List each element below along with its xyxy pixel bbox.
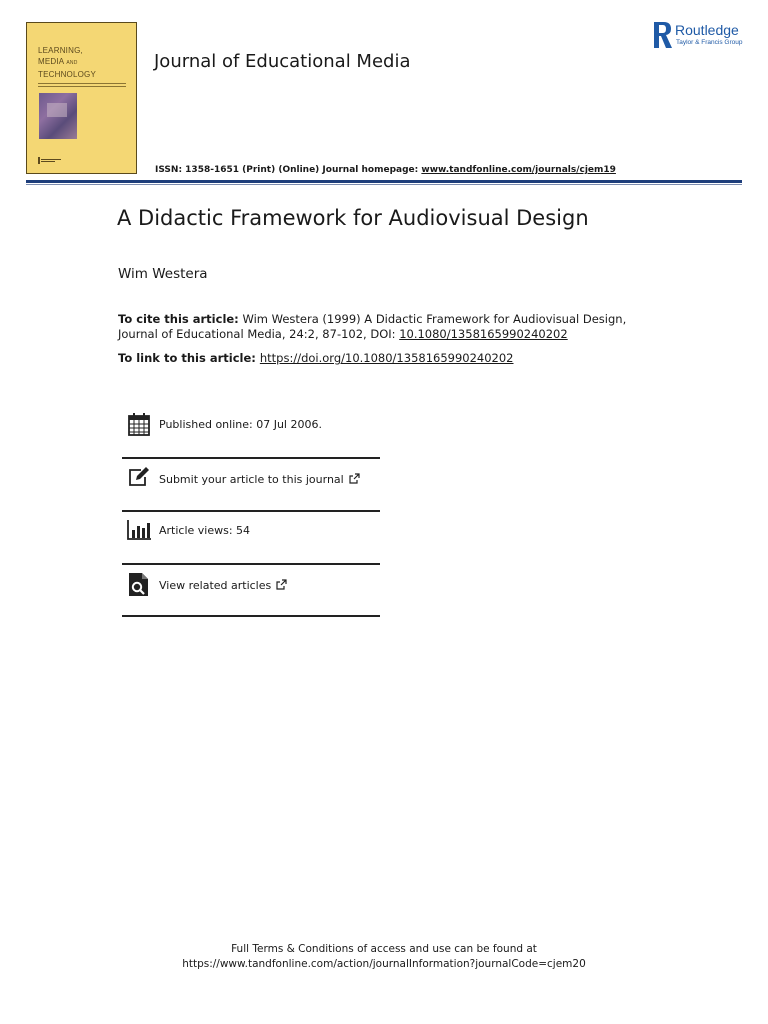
routledge-r-icon — [654, 22, 672, 48]
journal-cover-image — [26, 22, 137, 174]
external-link-icon — [349, 473, 360, 484]
submit-article-link[interactable] — [159, 473, 360, 486]
journal-title: Journal of Educational Media — [154, 51, 411, 72]
article-link-line — [118, 351, 514, 365]
cover-publisher-logo — [38, 157, 62, 165]
footer-terms — [0, 942, 768, 972]
cite-label: To cite this article: — [118, 312, 239, 326]
issn-line — [155, 165, 616, 175]
header-divider-thin — [26, 184, 742, 185]
link-label: To link to this article: — [118, 351, 260, 365]
issn-text: ISSN: 1358-1651 (Print) (Online) Journal homepage: — [155, 165, 422, 175]
cite-text: Wim Westera (1999) A Didactic Framework for Audiovisual Design, Journal of Educational Media, 24:2, 87-102, DOI: — [118, 312, 627, 341]
submit-article-text: Submit your article to this journal — [159, 473, 344, 486]
info-divider — [122, 457, 380, 459]
cover-title — [38, 45, 96, 80]
calendar-icon — [127, 412, 151, 436]
cite-doi-link[interactable]: 10.1080/1358165990240202 — [399, 326, 568, 341]
cover-title-line1: LEARNING, — [38, 46, 83, 55]
footer-terms-link[interactable]: https://www.tandfonline.com/action/journalInformation?journalCode=cjem20 — [182, 958, 586, 970]
cover-title-line2: MEDIA — [38, 57, 64, 66]
published-online-text: Published online: 07 Jul 2006. — [159, 418, 322, 431]
footer-line1: Full Terms & Conditions of access and use can be found at — [231, 943, 537, 955]
citation — [118, 312, 653, 341]
cover-title-line2-small: AND — [66, 60, 78, 66]
info-divider — [122, 615, 380, 617]
cover-artwork — [39, 93, 77, 139]
publisher-name: Routledge — [675, 22, 739, 38]
header-divider — [26, 180, 742, 183]
article-author: Wim Westera — [118, 266, 208, 282]
related-articles-link[interactable] — [159, 579, 287, 592]
journal-homepage-link[interactable]: www.tandfonline.com/journals/cjem19 — [421, 165, 616, 175]
bar-chart-icon — [127, 518, 151, 542]
cover-title-line3: TECHNOLOGY — [38, 70, 97, 79]
article-doi-link[interactable]: https://doi.org/10.1080/1358165990240202 — [259, 351, 514, 365]
related-articles-text: View related articles — [159, 579, 272, 592]
publisher-sub: Taylor & Francis Group — [676, 39, 743, 46]
info-divider — [122, 563, 380, 565]
routledge-logo[interactable] — [654, 22, 749, 50]
article-views-text: Article views: 54 — [159, 524, 251, 537]
external-link-icon — [276, 579, 287, 590]
article-title: A Didactic Framework for Audiovisual Design — [117, 206, 589, 230]
cover-divider — [38, 83, 126, 87]
search-document-icon — [127, 572, 151, 596]
edit-icon — [127, 466, 151, 490]
info-divider — [122, 510, 380, 512]
